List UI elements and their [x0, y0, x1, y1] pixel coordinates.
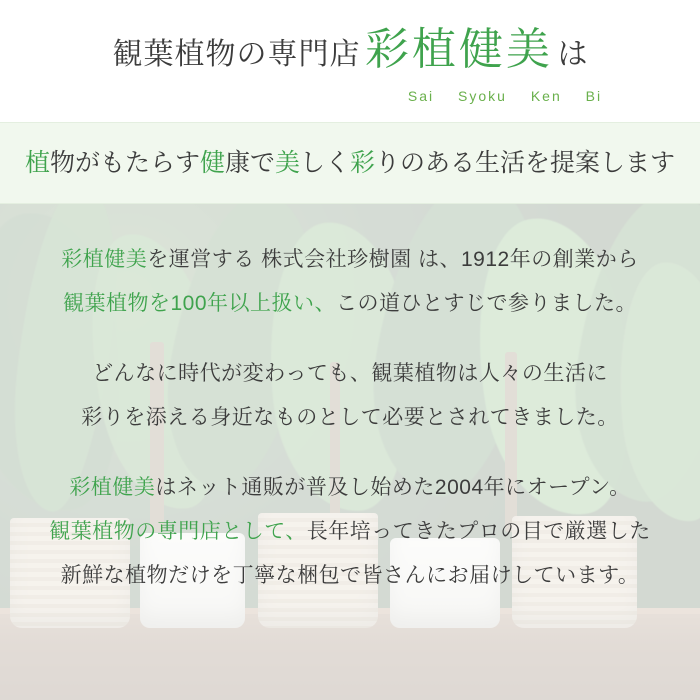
subheadline-run: 健: [199, 148, 225, 177]
brand-romaji: [360, 88, 650, 104]
paragraph-line: [0, 282, 700, 326]
paragraph-line: [0, 466, 700, 510]
subheadline-run: 物がもたらす: [49, 148, 200, 177]
headline-lead: 観葉植物の専門店: [112, 38, 361, 71]
romaji-part-4: Bi: [585, 88, 603, 104]
paragraph-line: [0, 510, 700, 554]
paragraph-run: 観葉植物を100年以上扱い、: [62, 292, 337, 315]
romaji-part-3: Ken: [530, 88, 562, 104]
paragraph-run: 彩りを添える身近なものとして必要とされてきました。: [81, 406, 619, 429]
paragraph-run: 観葉植物の専門店として、: [49, 520, 307, 543]
paragraph-run: 株式会社珍樹園: [261, 248, 412, 271]
paragraph-3: [0, 466, 700, 598]
paragraph-run: 彩植健美: [61, 248, 148, 271]
romaji-part-1: Sai: [407, 88, 435, 104]
romaji-part-2: Syoku: [458, 88, 507, 104]
subheadline-run: 彩: [350, 148, 376, 177]
subheadline-run: 植: [24, 148, 50, 177]
paragraph-run: 彩植健美: [69, 476, 156, 499]
paragraph-2: [0, 352, 700, 440]
paragraph-1: [0, 238, 700, 326]
paragraph-line: [0, 396, 700, 440]
headline: [0, 25, 700, 74]
headline-tail: は: [557, 38, 588, 71]
paragraph-run: 新鮮な植物だけを丁寧な梱包で皆さんにお届けしています。: [60, 564, 640, 587]
paragraph-run: この道ひとすじで参りました。: [336, 292, 638, 315]
subheadline-text: [24, 148, 676, 177]
paragraph-run: を運営する: [147, 248, 262, 271]
paragraph-line: [0, 554, 700, 598]
paragraph-run: は、1912年の創業から: [411, 248, 639, 271]
paragraph-run: で厳選した: [543, 520, 651, 543]
subheadline-run: 美: [275, 148, 301, 177]
paragraph-run: どんなに時代が変わっても、観葉植物は人々の生活に: [92, 362, 608, 385]
paragraph-line: [0, 352, 700, 396]
subheadline-run: 康で: [224, 148, 275, 177]
paragraph-run: 長年培ってきたプロの目: [306, 520, 544, 543]
paragraph-line: [0, 238, 700, 282]
header: [0, 0, 700, 122]
subheadline-run: しく: [300, 148, 351, 177]
brand-name: 彩植健美: [365, 25, 553, 74]
paragraph-run: はネット通販が普及し始めた2004年にオープン。: [155, 476, 631, 499]
subheadline-band: [0, 122, 700, 204]
body-copy: [0, 202, 700, 700]
subheadline-run: りのある生活を提案します: [375, 148, 676, 177]
